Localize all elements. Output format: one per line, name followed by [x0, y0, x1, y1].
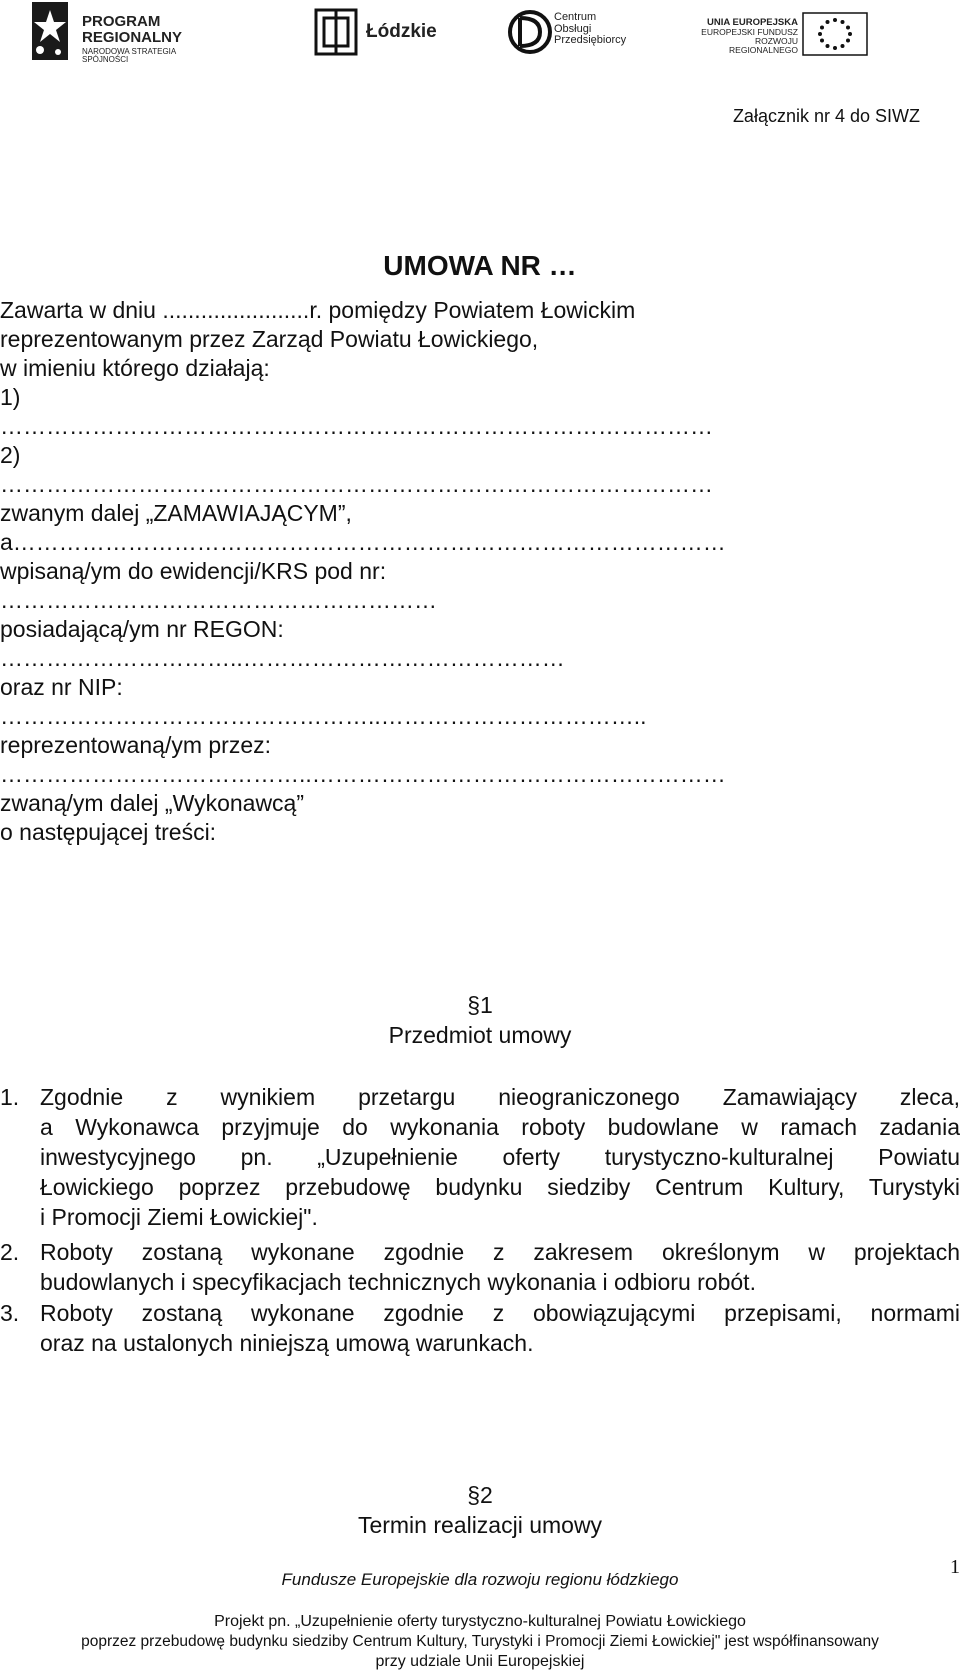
- item-number: 1.: [0, 1084, 20, 1110]
- fill-in-dots: …………………………………………………………………………………: [0, 413, 713, 439]
- intro-line: o następującej treści:: [0, 819, 217, 845]
- intro-line: posiadającą/ym nr REGON:: [0, 616, 284, 642]
- annex-label: Załącznik nr 4 do SIWZ: [732, 106, 920, 126]
- intro-line: oraz nr NIP:: [0, 674, 123, 700]
- fill-in-dots: …………………………………..………………………………………………: [0, 761, 726, 787]
- intro-line: 1): [0, 384, 21, 410]
- eu-flag-icon: [802, 12, 868, 56]
- item-text-line: budowlanych i specyfikacjach technicznych wykonania i odbioru robót.: [40, 1269, 756, 1295]
- footer-project-line: poprzez przebudowę budynku siedziby Centrum Kultury, Turystyki i Promocji Ziemi Łowickiej" jest współfinansowany: [81, 1633, 879, 1650]
- logo-unia-europejska: [688, 0, 870, 64]
- footer-fund-slogan: Fundusze Europejskie dla rozwoju regionu łódzkiego: [281, 1570, 679, 1589]
- page-number: 1: [950, 1556, 960, 1578]
- footer-project-line: przy udziale Unii Europejskiej: [375, 1653, 585, 1670]
- item-text-line: Roboty zostaną wykonane zgodnie z zakresem określonym w projektach: [40, 1239, 960, 1265]
- item-text-line: Roboty zostaną wykonane zgodnie z obowiązującymi przepisami, normami: [40, 1300, 960, 1326]
- footer-project-line: Projekt pn. „Uzupełnienie oferty turystyczno-kulturalnej Powiatu Łowickiego: [214, 1613, 746, 1630]
- item-text-line: inwestycyjnego pn. „Uzupełnienie oferty turystyczno-kulturalnej Powiatu: [40, 1144, 960, 1170]
- program-line1: PROGRAM: [82, 13, 161, 30]
- centrum-line1: Centrum: [554, 11, 597, 23]
- item-text-line: a Wykonawca przyjmuje do wykonania roboty budowlane w ramach zadania: [40, 1114, 960, 1140]
- program-line2: REGIONALNY: [82, 28, 183, 46]
- intro-line: zwaną/ym dalej „Wykonawcą”: [0, 790, 305, 816]
- program-star-icon: [28, 2, 74, 62]
- fill-in-dots: …………………………………………………: [0, 587, 437, 613]
- item-number: 2.: [0, 1239, 20, 1265]
- intro-line: w imieniu którego działają:: [0, 355, 270, 381]
- section1-symbol: §1: [467, 992, 493, 1018]
- intro-line: Zawarta w dniu .......................r. pomiędzy Powiatem Łowickim: [0, 297, 636, 323]
- ue-line3: ROZWOJU REGIONALNEGO: [729, 35, 798, 55]
- contract-title: UMOWA NR …: [383, 250, 577, 281]
- section1-item-3: [0, 1298, 960, 1358]
- lodzkie-emblem-icon: [314, 8, 360, 58]
- intro-line: zwanym dalej „ZAMAWIAJĄCYM”,: [0, 500, 352, 526]
- program-line3: NARODOWA STRATEGIA SPÓJNOŚCI: [82, 46, 176, 64]
- ue-line1: UNIA EUROPEJSKA: [707, 17, 798, 28]
- fill-in-dots: …………………………………………………………………………………: [0, 471, 713, 497]
- fill-in-dots: …………………………..……………………………………: [0, 645, 565, 671]
- intro-line: wpisaną/ym do ewidencji/KRS pod nr:: [0, 558, 387, 584]
- fill-in-dots: …………………………………………..……………………………..: [0, 703, 647, 729]
- logo-lodzkie: [314, 0, 444, 64]
- item-number: 3.: [0, 1300, 20, 1326]
- centrum-line3: Przedsiębiorcy: [554, 34, 627, 47]
- centrum-emblem-icon: [506, 8, 556, 58]
- item-text-line: Zgodnie z wynikiem przetargu nieograniczonego Zamawiający zleca,: [40, 1084, 960, 1110]
- ue-line2: EUROPEJSKI FUNDUSZ: [701, 26, 798, 37]
- section2-symbol: §2: [467, 1482, 493, 1508]
- section2-heading: Termin realizacji umowy: [357, 1512, 603, 1538]
- lodzkie-text: Łódzkie: [366, 21, 437, 42]
- section1-heading: Przedmiot umowy: [388, 1022, 572, 1048]
- item-text-line: oraz na ustalonych niniejszą umową warunkach.: [40, 1330, 534, 1356]
- item-text-line: i Promocji Ziemi Łowickiej".: [40, 1204, 318, 1230]
- centrum-line2: Obsługi: [554, 22, 592, 35]
- fill-in-dots: a…………………………………………………………………………………: [0, 529, 726, 555]
- item-text-line: Łowickiego poprzez przebudowę budynku siedziby Centrum Kultury, Turystyki: [40, 1174, 960, 1200]
- logo-program-regionalny: [28, 0, 218, 64]
- intro-line: 2): [0, 442, 21, 468]
- section1-item-1: [0, 1082, 960, 1232]
- section1-item-2: [0, 1237, 960, 1297]
- intro-line: reprezentowaną/ym przez:: [0, 732, 272, 758]
- logo-centrum-obslugi: [506, 0, 626, 64]
- intro-line: reprezentowanym przez Zarząd Powiatu Łowickiego,: [0, 326, 539, 352]
